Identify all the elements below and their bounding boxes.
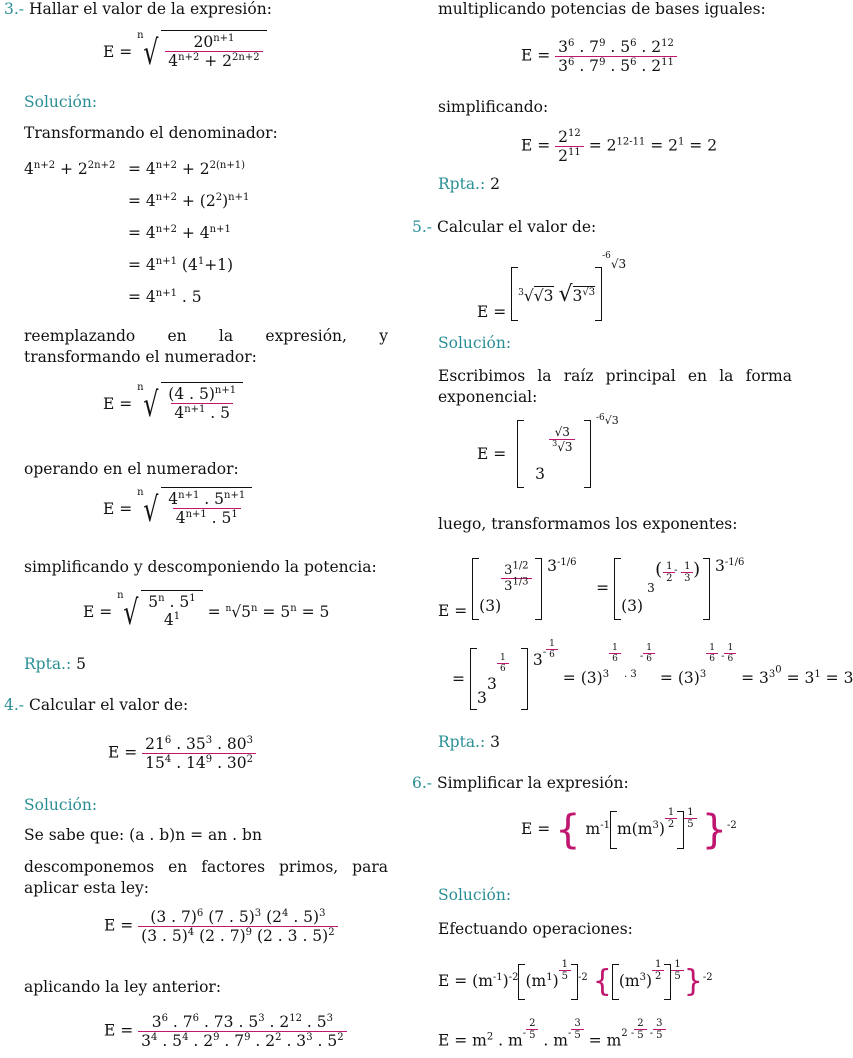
paragraph: simplificando y descomponiendo la potencia: — [24, 558, 377, 576]
step: = $4^{n+2} + (2^2)^{n+1}$ — [128, 191, 250, 210]
problem-6-heading — [412, 774, 629, 792]
expr-p4-applied: E = $\frac{3^6 . 7^6 . 73 . 5^3 . 2^{12} . 5^3}{3^4 . 5^4 . 2^9 . 7^9 . 2^2 . 3^3 . 5^2}$ — [104, 1013, 347, 1050]
paragraph: aplicando la ley anterior: — [24, 978, 222, 996]
paragraph: luego, transformamos los exponentes: — [438, 515, 738, 533]
rpta-value: 5 — [76, 655, 87, 673]
expr-p4-multiplied: E = $\frac{3^6 . 7^9 . 5^6 . 2^{12}}{3^6 . 7^9 . 5^6 . 2^{11}}$ — [521, 38, 677, 75]
problem-title: Simplificar la expresión: — [436, 774, 629, 792]
paragraph: simplificando: — [438, 98, 549, 116]
problem-4-heading — [4, 696, 188, 714]
paragraph: multiplicando potencias de bases iguales: — [438, 0, 766, 18]
solucion-label: Solución: — [438, 334, 512, 352]
paragraph: descomponemos en factores primos, para aplicar esta ley: — [24, 858, 388, 897]
expr-p5-exponential: E = √3 $^3$√3 3 $^{-6√3}$ — [477, 418, 619, 488]
expr-p3-simplified: E = n √ 5$^n$ . $5^1$ $4^1$ = $^n√5^n = 5^n = 5$ — [83, 590, 329, 636]
step: = $4^{n+1}$ . 5 — [128, 287, 202, 306]
expr-p5-main: E = $^3$√√3 $√3^{√3-6√3}$ — [477, 251, 627, 321]
paragraph: Escribimos la raíz principal en la forma exponencial: — [438, 367, 792, 406]
expr-p3-replaced: E = n √ $\frac{(4 . 5)^{n+1}}{4^{n+1} . 5}$ — [103, 382, 243, 428]
expr-p4-result: E = $\frac{2^{12}}{2^{11}}$ = $2^{12-11} = 2^1 = 2$ — [521, 127, 718, 165]
step: = $4^{n+1}$ $(4^1+1)$ — [128, 255, 234, 274]
answer — [438, 733, 500, 751]
rpta-label: Rpta.: — [438, 733, 486, 751]
problem-title: Calcular el valor de: — [436, 218, 597, 236]
step: = $4^{n+2} + 4^{n+1}$ — [128, 223, 231, 242]
expr-p4-main: E = $\frac{21^6 . 35^3 . 80^3}{15^4 . 14^9 . 30^2}$ — [108, 735, 256, 772]
expr-p3-numerator: E = n √ $\frac{4^{n+1} . 5^{n+1}}{4^{n+1} . 5^1}$ — [103, 487, 252, 533]
expr-p6-step1: $E = (m^{-1})^{-2}$ $(m^1)$ $\frac{1}{5}$ $^{-2}$ { $(m^3)$ $\frac{1}{2}$ $\frac{1}{5}$ }$^{-2}$ — [438, 958, 713, 999]
expr-p3-main: E = n √ $\frac{20^{n+1}}{4^{n+2} + 2^{2n+2}}$ — [103, 30, 267, 76]
rpta-value: 2 — [490, 175, 501, 193]
problem-3-heading — [4, 0, 272, 18]
paragraph: operando en el numerador: — [24, 460, 239, 478]
problem-title: Calcular el valor de: — [28, 696, 189, 714]
problem-title: Hallar el valor de la expresión: — [28, 0, 272, 18]
expr-p6-main: E = { $m^{-1}$ $m(m^3)$ $\frac{1}{2}$ $\frac{1}{5}$ }$^{-2}$ — [521, 806, 737, 853]
expr-p5-transform2: = 3 3 1 6 3- $\frac{1}{6}$ = $(3)^3$ $\frac{1}{6}$ $^{. 3}$ - $\frac{1}{6}$ = $(3)^3$ $\frac{1}{6}$ - $\frac{1}{6}$ = $3^{3^0} = 3^1 = 3$ — [452, 648, 853, 710]
paragraph: Se sabe que: (a . b)n = an . bn — [24, 826, 262, 844]
problem-number: 3.- — [4, 0, 25, 18]
expr-p4-factored: E = $\frac{(3 . 7)^6 (7 . 5)^3 (2^4 . 5)^3}{(3 . 5)^4 (2 . 7)^9 (2 . 3 . 5)^2}$ — [104, 908, 338, 945]
rpta-value: 3 — [490, 733, 501, 751]
step: = $4^{n+2} + 2^{2(n+1)}$ — [128, 159, 246, 178]
paragraph: Transformando el denominador: — [24, 124, 278, 142]
rpta-label: Rpta.: — [438, 175, 486, 193]
problem-5-heading — [412, 218, 596, 236]
solucion-label: Solución: — [24, 796, 98, 814]
solucion-label: Solución: — [24, 93, 98, 111]
expr-p5-transform1: E = (3) $3^{1/2}$ $3^{1/3}$ $3^{-1/6}$ = (3) 3 ( 1 2 - 1 3 ) $3^{-1/6}$ — [438, 556, 745, 620]
answer — [438, 175, 500, 193]
problem-number: 5.- — [412, 218, 433, 236]
solucion-label: Solución: — [438, 886, 512, 904]
step-left: $4^{n+2} + 2^{2n+2}$ — [24, 159, 116, 178]
expr-p6-step2: $E = m^2$ . m- $\frac{2}{5}$ . m- $\frac{3}{5}$ = $m^{2 -}$ $\frac{2}{5}$ - $\frac{3}{5}$ — [438, 1030, 666, 1053]
paragraph: Efectuando operaciones: — [438, 920, 633, 938]
rpta-label: Rpta.: — [24, 655, 72, 673]
problem-number: 6.- — [412, 774, 433, 792]
paragraph: reemplazando en la expresión, y transformando el numerador: — [24, 327, 388, 366]
problem-number: 4.- — [4, 696, 25, 714]
answer — [24, 655, 86, 673]
